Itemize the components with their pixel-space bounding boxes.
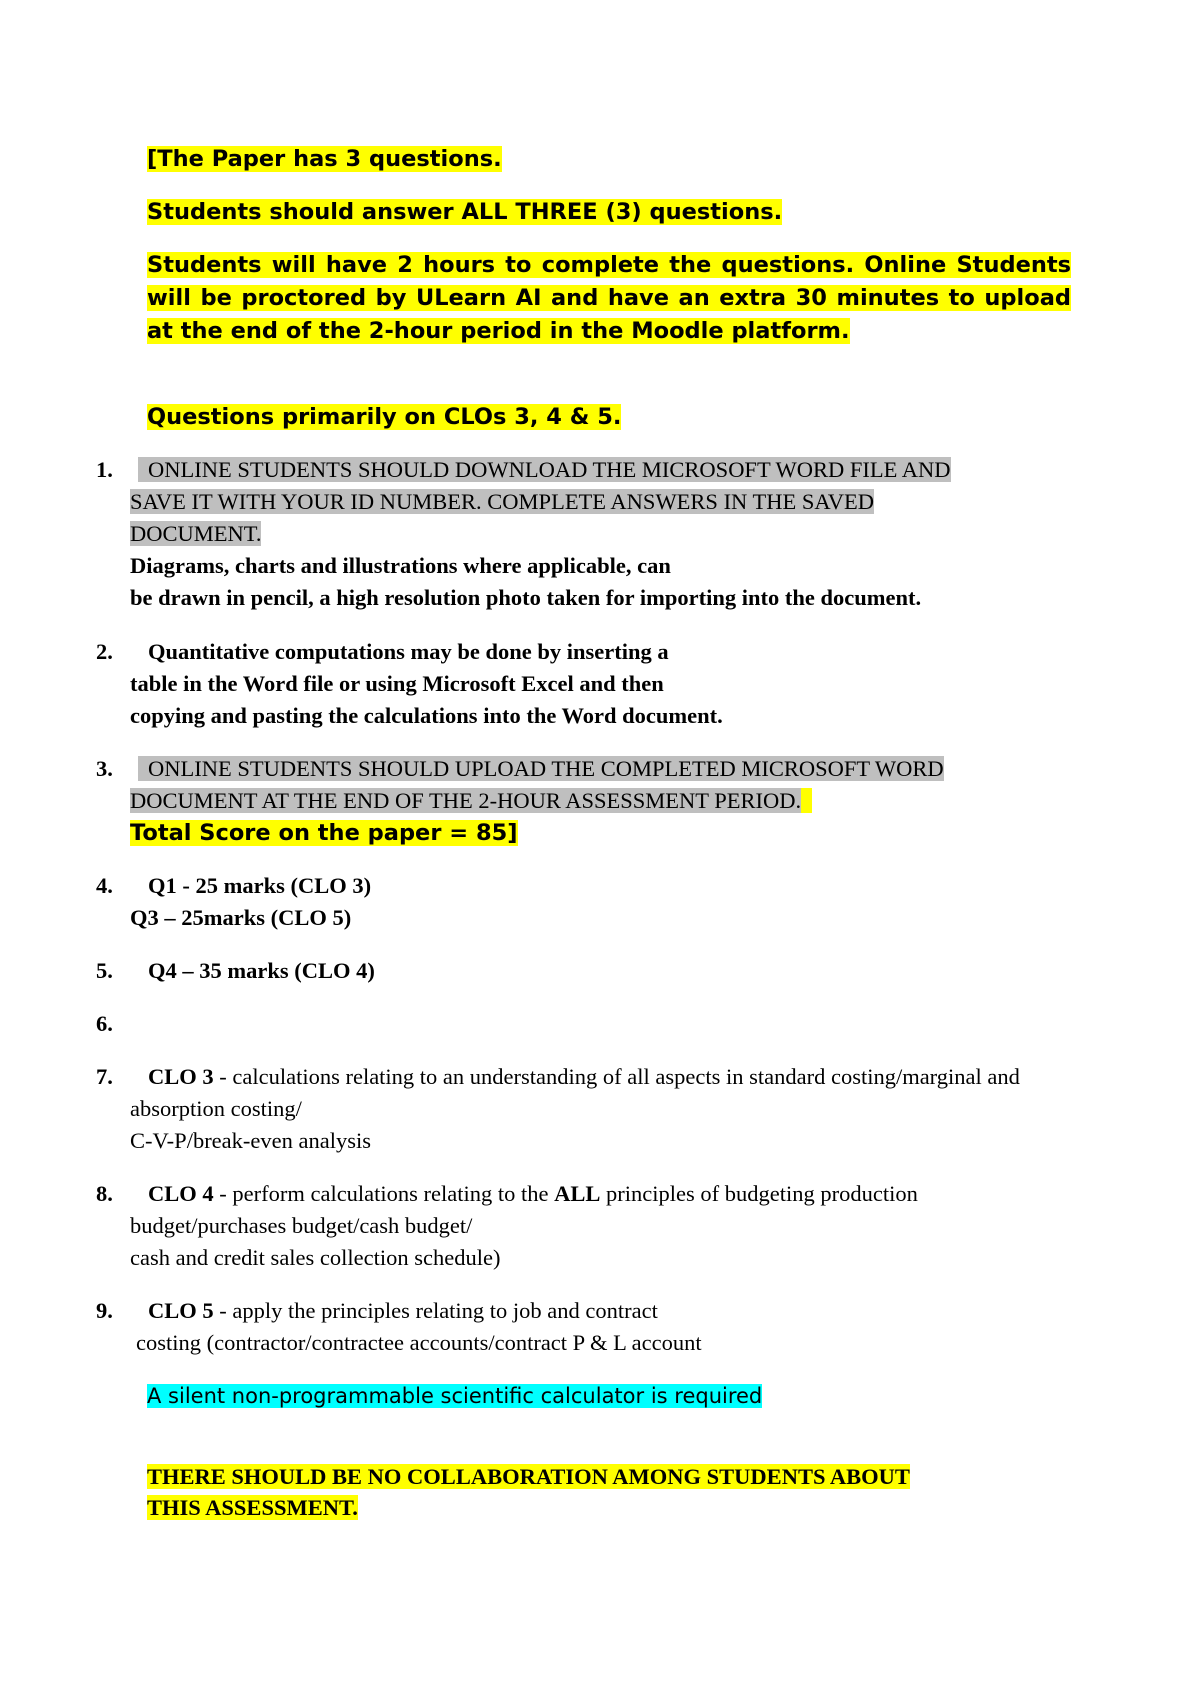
item5-line-1: Q4 – 35 marks (CLO 4) — [148, 958, 375, 983]
calculator-note — [147, 1380, 1067, 1413]
item2-line-3: copying and pasting the calculations into the Word document. — [130, 703, 723, 728]
list-item-body — [130, 454, 1096, 614]
list-number: 4. — [96, 873, 113, 898]
item1-line-4: Diagrams, charts and illustrations where applicable, can — [130, 553, 671, 578]
item8-line-1a: - perform calculations relating to the — [213, 1181, 555, 1206]
item8-all: ALL — [554, 1181, 601, 1206]
intro-line-2 — [147, 196, 1067, 229]
list-item-4 — [96, 870, 1096, 934]
intro-paper-questions: [The Paper has 3 questions. — [147, 146, 502, 172]
list-number: 7. — [96, 1064, 113, 1089]
list-number: 5. — [96, 958, 113, 983]
item7-line-3: C-V-P/break-even analysis — [130, 1128, 371, 1153]
list-item-body — [138, 955, 1096, 987]
item9-line-1: - apply the principles relating to job and contract — [213, 1298, 658, 1323]
item2-line-1: Quantitative computations may be done by inserting a — [148, 639, 669, 664]
item3-line-2: DOCUMENT AT THE END OF THE 2-HOUR ASSESSMENT PERIOD. — [130, 788, 802, 813]
list-number: 9. — [96, 1298, 113, 1323]
list-number: 1. — [96, 457, 113, 482]
list-item-8 — [96, 1178, 1096, 1274]
list-item-body — [130, 1178, 1096, 1274]
clo4-label: CLO 4 — [148, 1181, 214, 1206]
list-item-body — [138, 1295, 1096, 1359]
list-item-5 — [96, 955, 1096, 987]
list-item-body — [130, 1061, 1096, 1157]
item7-line-2: absorption costing/ — [130, 1096, 302, 1121]
item7-line-1: - calculations relating to an understanding of all aspects in standard costing/marginal and — [213, 1064, 1020, 1089]
intro-answer-all: Students should answer ALL THREE (3) questions. — [147, 199, 783, 225]
list-number: 2. — [96, 639, 113, 664]
item4-line-2: Q3 – 25marks (CLO 5) — [130, 905, 352, 930]
list-item-body — [130, 636, 1096, 732]
intro-line-1 — [147, 143, 1067, 176]
list-number: 3. — [96, 756, 113, 781]
total-score: Total Score on the paper = 85] — [130, 820, 518, 846]
list-item-body — [130, 870, 1096, 934]
intro-clos: Questions primarily on CLOs 3, 4 & 5. — [147, 404, 622, 430]
item4-line-1: Q1 - 25 marks (CLO 3) — [148, 873, 372, 898]
collaboration-note — [147, 1461, 1067, 1523]
list-item-9 — [96, 1295, 1096, 1359]
list-item-2 — [96, 636, 1096, 732]
item8-line-2: budget/purchases budget/cash budget/ — [130, 1213, 473, 1238]
intro-time-proctoring: Students will have 2 hours to complete the questions. Online Students will be proctored by ULearn AI and have an extra 30 minutes to upload at the end of the 2-hour period in the Moodle platform. — [147, 252, 1071, 344]
list-item-7 — [96, 1061, 1096, 1157]
item3-line-1: ONLINE STUDENTS SHOULD UPLOAD THE COMPLETED MICROSOFT WORD — [138, 756, 944, 781]
intro-line-4 — [147, 401, 1067, 434]
clo3-label: CLO 3 — [148, 1064, 214, 1089]
clo5-label: CLO 5 — [148, 1298, 214, 1323]
list-item-1 — [96, 454, 1096, 614]
item1-line-1: ONLINE STUDENTS SHOULD DOWNLOAD THE MICROSOFT WORD FILE AND — [138, 457, 951, 482]
item8-line-3: cash and credit sales collection schedule) — [130, 1245, 501, 1270]
item2-line-2: table in the Word file or using Microsoft Excel and then — [130, 671, 664, 696]
list-number: 6. — [96, 1011, 113, 1036]
collab-line-1: THERE SHOULD BE NO COLLABORATION AMONG STUDENTS ABOUT — [147, 1464, 910, 1489]
list-number: 8. — [96, 1181, 113, 1206]
calculator-note-text: A silent non-programmable scientific calculator is required — [147, 1384, 763, 1408]
item1-line-2: SAVE IT WITH YOUR ID NUMBER. COMPLETE ANSWERS IN THE SAVED — [130, 489, 874, 514]
list-item-body — [130, 753, 1096, 849]
intro-paragraph-3 — [147, 249, 1071, 348]
item9-line-2: costing (contractor/contractee accounts/contract P & L account — [136, 1330, 702, 1355]
collab-line-2: THIS ASSESSMENT. — [147, 1495, 358, 1520]
item1-line-3: DOCUMENT. — [130, 521, 262, 546]
item1-line-5: be drawn in pencil, a high resolution photo taken for importing into the document. — [130, 585, 922, 610]
item8-line-1c: principles of budgeting production — [600, 1181, 918, 1206]
list-item-3 — [96, 753, 1096, 849]
